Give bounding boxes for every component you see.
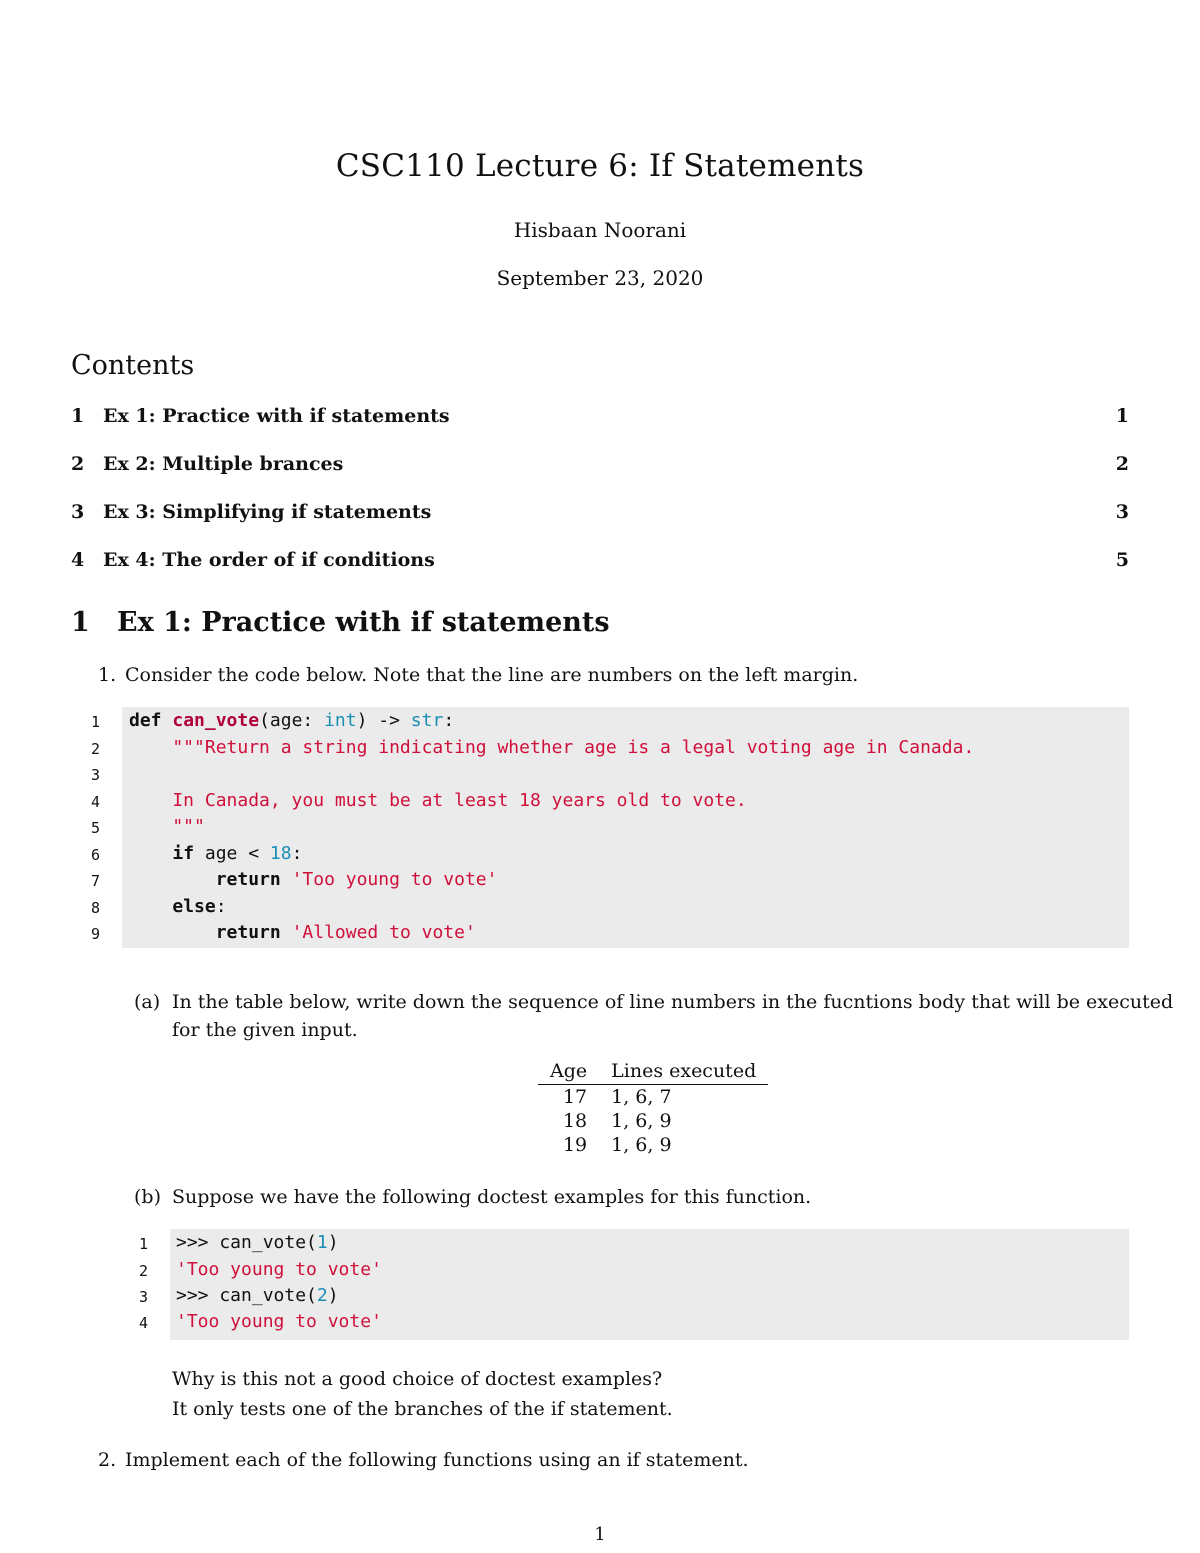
contents-heading: Contents [71,350,195,381]
toc-entry[interactable] [71,453,1129,479]
code-number: 1 [316,1232,328,1253]
code-line [129,869,497,890]
question-text: Why is this not a good choice of doctest examples? [172,1368,663,1390]
type-int: int [324,710,357,731]
code-number: 18 [269,843,292,864]
list-marker: 1. [98,664,117,686]
code-colon: : [215,896,227,917]
doctest-output: 'Too young to vote' [176,1311,382,1332]
line-number: 1 [90,713,100,731]
doctest-output: 'Too young to vote' [176,1259,382,1280]
table-row [538,1109,768,1133]
document-date: September 23, 2020 [496,266,704,290]
code-line [129,710,454,731]
toc-entry[interactable] [71,405,1129,431]
doctest-line [176,1285,339,1306]
table-header: Age [538,1058,599,1085]
keyword-def: def [129,710,162,731]
table-cell: 19 [562,1134,588,1156]
table-cell: 1, 6, 7 [611,1086,672,1108]
code-colon: : [443,710,455,731]
line-number: 3 [138,1288,148,1306]
line-number: 2 [138,1262,148,1280]
list-marker: 2. [98,1449,117,1471]
code-line-docstring: In Canada, you must be at least 18 years old to vote. [129,790,747,811]
doctest-line [176,1232,339,1253]
code-line-docstring: """ [129,816,205,837]
line-number: 3 [90,766,100,784]
toc-number: 2 [71,453,85,475]
toc-label: Ex 2: Multiple brances [103,453,344,475]
code-line-docstring: """Return a string indicating whether age is a legal voting age in Canada. [129,737,975,758]
toc-page: 1 [1115,405,1129,427]
section-number: 1 [71,607,90,638]
toc-label: Ex 1: Practice with if statements [103,405,450,427]
line-number: 8 [90,899,100,917]
keyword-else: else [172,896,216,917]
table-cell: 18 [562,1110,588,1132]
table-header-row [538,1058,768,1085]
code-string: 'Allowed to vote' [291,922,476,943]
toc-page: 5 [1115,549,1129,571]
code-params: (age: [259,710,325,731]
toc-page: 2 [1115,453,1129,475]
code-number: 2 [316,1285,328,1306]
toc-label: Ex 3: Simplifying if statements [103,501,432,523]
line-number: 2 [90,740,100,758]
document-title: CSC110 Lecture 6: If Statements [335,148,865,184]
type-str: str [410,710,444,731]
code-line [129,843,302,864]
toc-entry[interactable] [71,501,1129,527]
line-number: 1 [138,1235,148,1253]
line-number: 4 [138,1314,148,1332]
code-condition: age < [194,843,270,864]
answer-text: It only tests one of the branches of the if statement. [172,1398,673,1420]
doctest-prompt: >>> can_vote( [176,1285,317,1306]
list-item-text: Consider the code below. Note that the line are numbers on the left margin. [125,664,859,686]
document-author: Hisbaan Noorani [513,218,687,242]
line-number: 7 [90,872,100,890]
table-row [538,1133,768,1157]
toc-number: 3 [71,501,85,523]
list-item-text: Implement each of the following functions using an if statement. [125,1449,749,1471]
keyword-if: if [172,843,195,864]
toc-page: 3 [1115,501,1129,523]
code-arrow: ) -> [356,710,411,731]
table-header: Lines executed [599,1058,768,1085]
sublist-marker: (a) [134,991,161,1013]
page-number: 1 [594,1524,606,1545]
code-paren: ) [327,1285,339,1306]
code-colon: : [291,843,303,864]
function-name: can_vote [172,710,260,731]
table-cell: 1, 6, 9 [611,1110,672,1132]
toc-number: 4 [71,549,85,571]
sublist-text: for the given input. [172,1019,358,1041]
toc-entry[interactable] [71,549,1129,575]
code-line [129,922,476,943]
line-number: 4 [90,793,100,811]
sublist-marker: (b) [134,1186,161,1208]
code-string: 'Too young to vote' [291,869,498,890]
table-cell: 1, 6, 9 [611,1134,672,1156]
line-number: 6 [90,846,100,864]
table-row [538,1085,768,1110]
toc-number: 1 [71,405,85,427]
toc-label: Ex 4: The order of if conditions [103,549,435,571]
doctest-prompt: >>> can_vote( [176,1232,317,1253]
keyword-return: return [215,922,281,943]
sublist-text: In the table below, write down the sequence of line numbers in the fucntions body that will be executed [172,991,1174,1013]
sublist-text: Suppose we have the following doctest examples for this function. [172,1186,812,1208]
lines-executed-table [538,1058,768,1157]
line-number: 9 [90,925,100,943]
section-title: Ex 1: Practice with if statements [117,607,610,638]
code-paren: ) [327,1232,339,1253]
keyword-return: return [215,869,281,890]
line-number: 5 [90,819,100,837]
code-line [129,896,227,917]
table-cell: 17 [562,1086,588,1108]
